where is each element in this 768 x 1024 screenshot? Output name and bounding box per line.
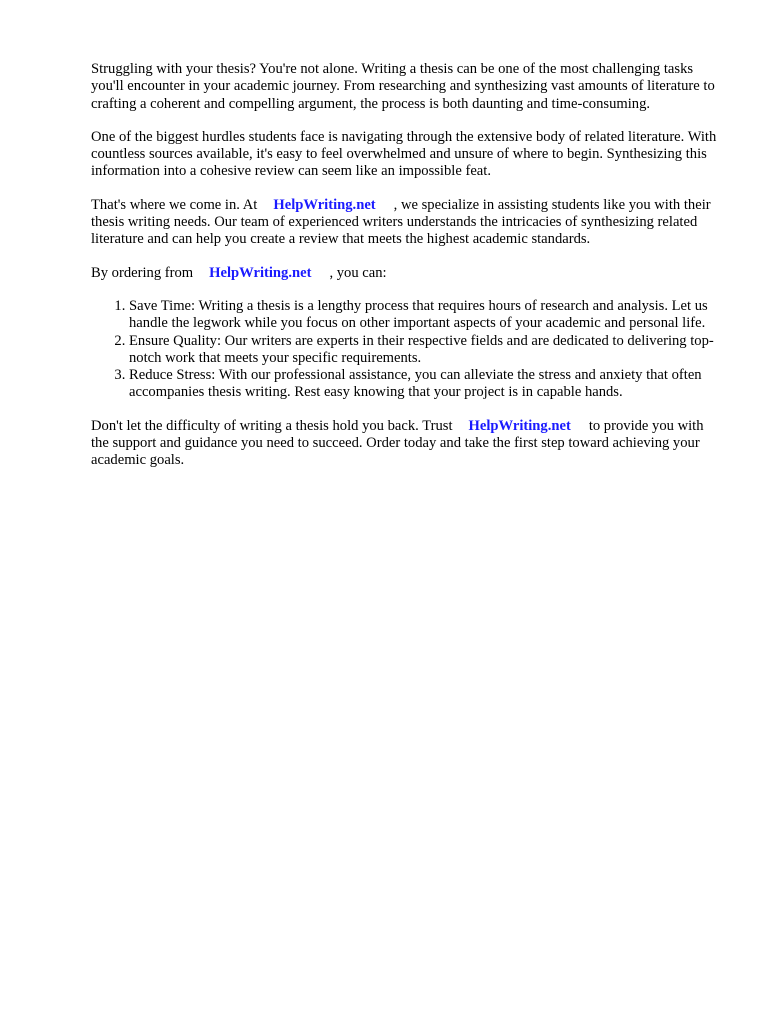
help-text-after: , we specialize in assisting students like you with their thesis writing needs. Our team of experienced writers understands the intricacies of synthesizing related literature and can help you create a review that meets the highest academic standards. (91, 196, 711, 248)
ordering-text-before: By ordering from (91, 264, 194, 281)
help-text-before: That's where we come in. At (91, 196, 258, 213)
closing-text-after: to provide you with the support and guidance you need to succeed. Order today and take the first step toward achieving your academic goals. (91, 417, 704, 469)
closing-text-before: Don't let the difficulty of writing a thesis hold you back. Trust (91, 417, 453, 434)
helpwriting-link-2[interactable]: HelpWriting.net (209, 264, 312, 281)
intro-paragraph: Struggling with your thesis? You're not alone. Writing a thesis can be one of the most challenging tasks you'll encounter in your academic journey. From researching and synthesizing vast amounts of literature to crafting a coherent and compelling argument, the process is both daunting and time-consuming. (91, 61, 715, 112)
helpwriting-link-1[interactable]: HelpWriting.net (273, 196, 376, 213)
benefits-list (91, 298, 719, 402)
help-paragraph (91, 197, 719, 249)
list-item: 1. Save Time: Writing a thesis is a lengthy process that requires hours of research and analysis. Let us handle the legwork while you focus on other important aspects of your academic and personal life. (129, 298, 719, 333)
helpwriting-link-3[interactable]: HelpWriting.net (468, 417, 571, 434)
document-page (91, 61, 719, 486)
list-item: 3. Reduce Stress: With our professional assistance, you can alleviate the stress and anxiety that often accompanies thesis writing. Rest easy knowing that your project is in capable hands. (129, 367, 719, 402)
ordering-paragraph (91, 265, 719, 282)
list-item: 2. Ensure Quality: Our writers are experts in their respective fields and are dedicated to delivering top-notch work that meets your specific requirements. (129, 333, 719, 368)
closing-paragraph (91, 418, 719, 470)
ordering-text-after: , you can: (329, 264, 387, 281)
hurdles-paragraph: One of the biggest hurdles students face is navigating through the extensive body of related literature. With countless sources available, it's easy to feel overwhelmed and unsure of where to begin. Synthesizing this information into a cohesive review can seem like an impossible feat. (91, 128, 717, 180)
